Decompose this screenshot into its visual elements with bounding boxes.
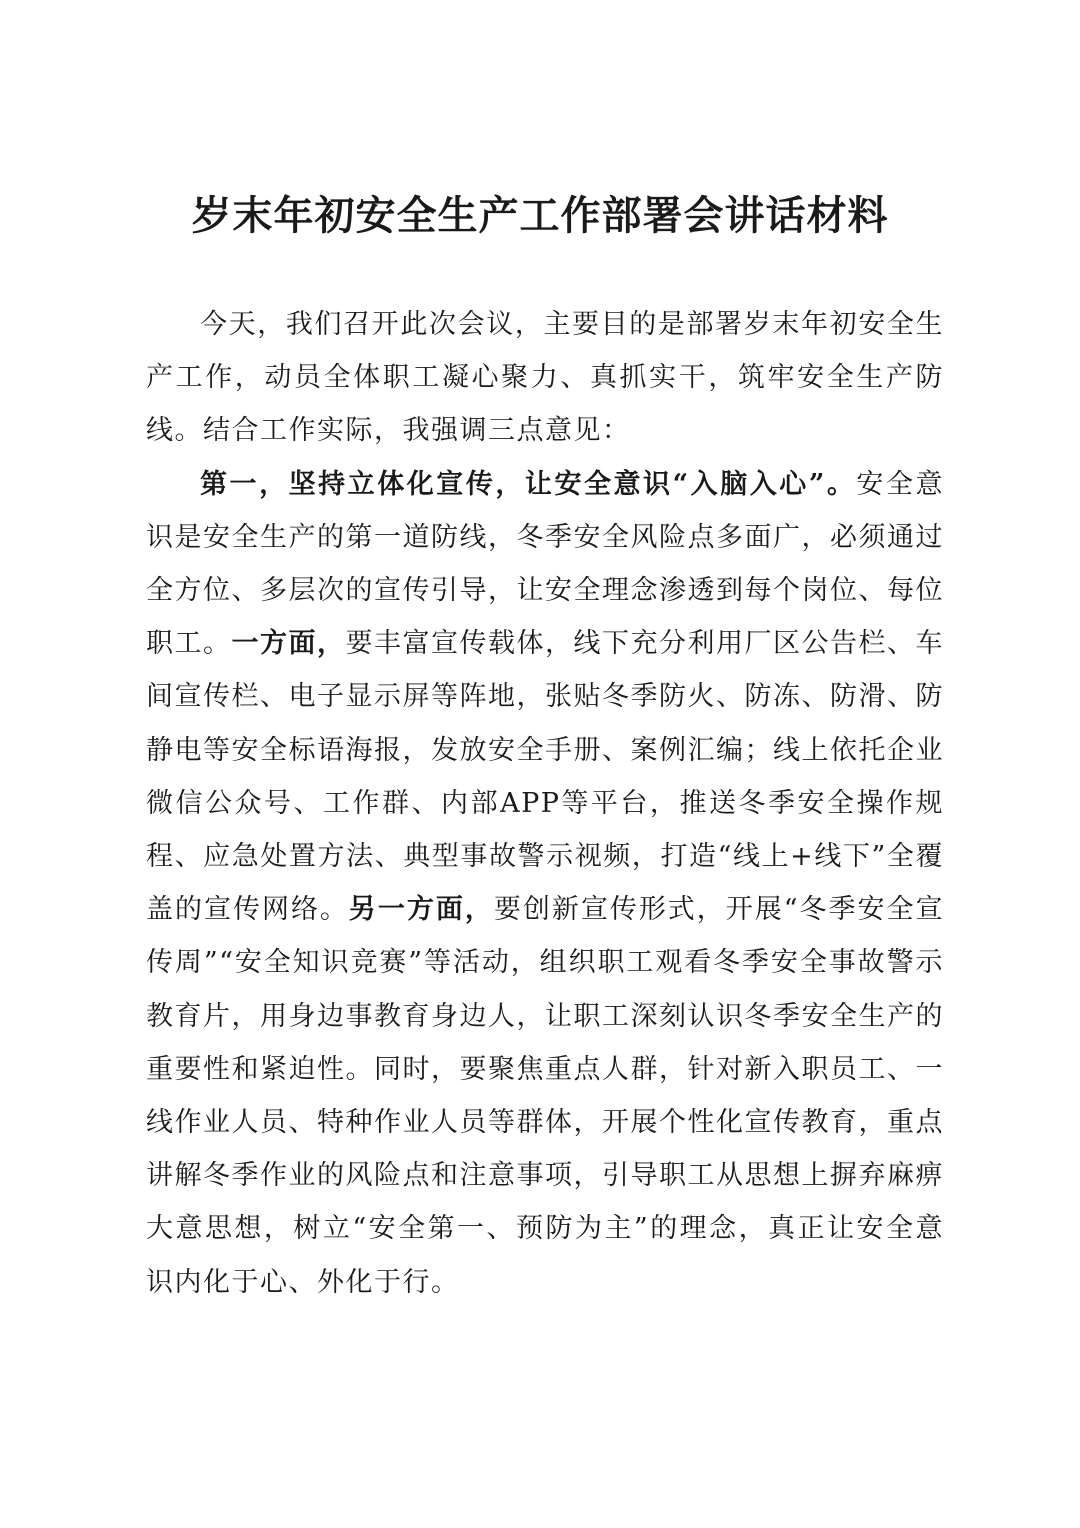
section-1-heading: 第一，坚持立体化宣传，让安全意识“入脑入心”。 (200, 468, 857, 500)
section-1-text-b: 要丰富宣传载体，线下充分利用厂区公告栏、车间宣传栏、电子显示屏等阵地，张贴冬季防火、防冻、防滑、防静电等安全标语海报，发放安全手册、案例汇编；线上依托企业微信公众号、工作群、内部APP等平台，推送冬季安全操作规程、应急处置方法、典型事故警示视频，打造“线上+线下”全覆盖的宣传网络。 (146, 628, 944, 926)
document-title: 岁末年初安全生产工作部署会讲话材料 (191, 192, 889, 239)
section-1-text-a: 安全意识是安全生产的第一道防线，冬季安全风险点多面广，必须通过全方位、多层次的宣传引导，让安全理念渗透到每个岗位、每位职工。 (146, 468, 944, 660)
section-1-paragraph (146, 458, 944, 1309)
document-body (146, 298, 944, 1309)
section-1-text-c: 要创新宣传形式，开展“冬季安全宣传周”“安全知识竞赛”等活动，组织职工观看冬季安全事故警示教育片，用身边事教育身边人，让职工深刻认识冬季安全生产的重要性和紧迫性。同时，要聚焦重点人群，针对新入职员工、一线作业人员、特种作业人员等群体，开展个性化宣传教育，重点讲解冬季作业的风险点和注意事项，引导职工从思想上摒弃麻痹大意思想，树立“安全第一、预防为主”的理念，真正让安全意识内化于心、外化于行。 (146, 894, 945, 1298)
intro-paragraph: 今天，我们召开此次会议，主要目的是部署岁末年初安全生产工作，动员全体职工凝心聚力、真抓实干，筑牢安全生产防线。结合工作实际，我强调三点意见： (146, 309, 944, 447)
section-1-label-b: 一方面， (231, 628, 346, 660)
section-1-label-c: 另一方面， (348, 894, 494, 926)
